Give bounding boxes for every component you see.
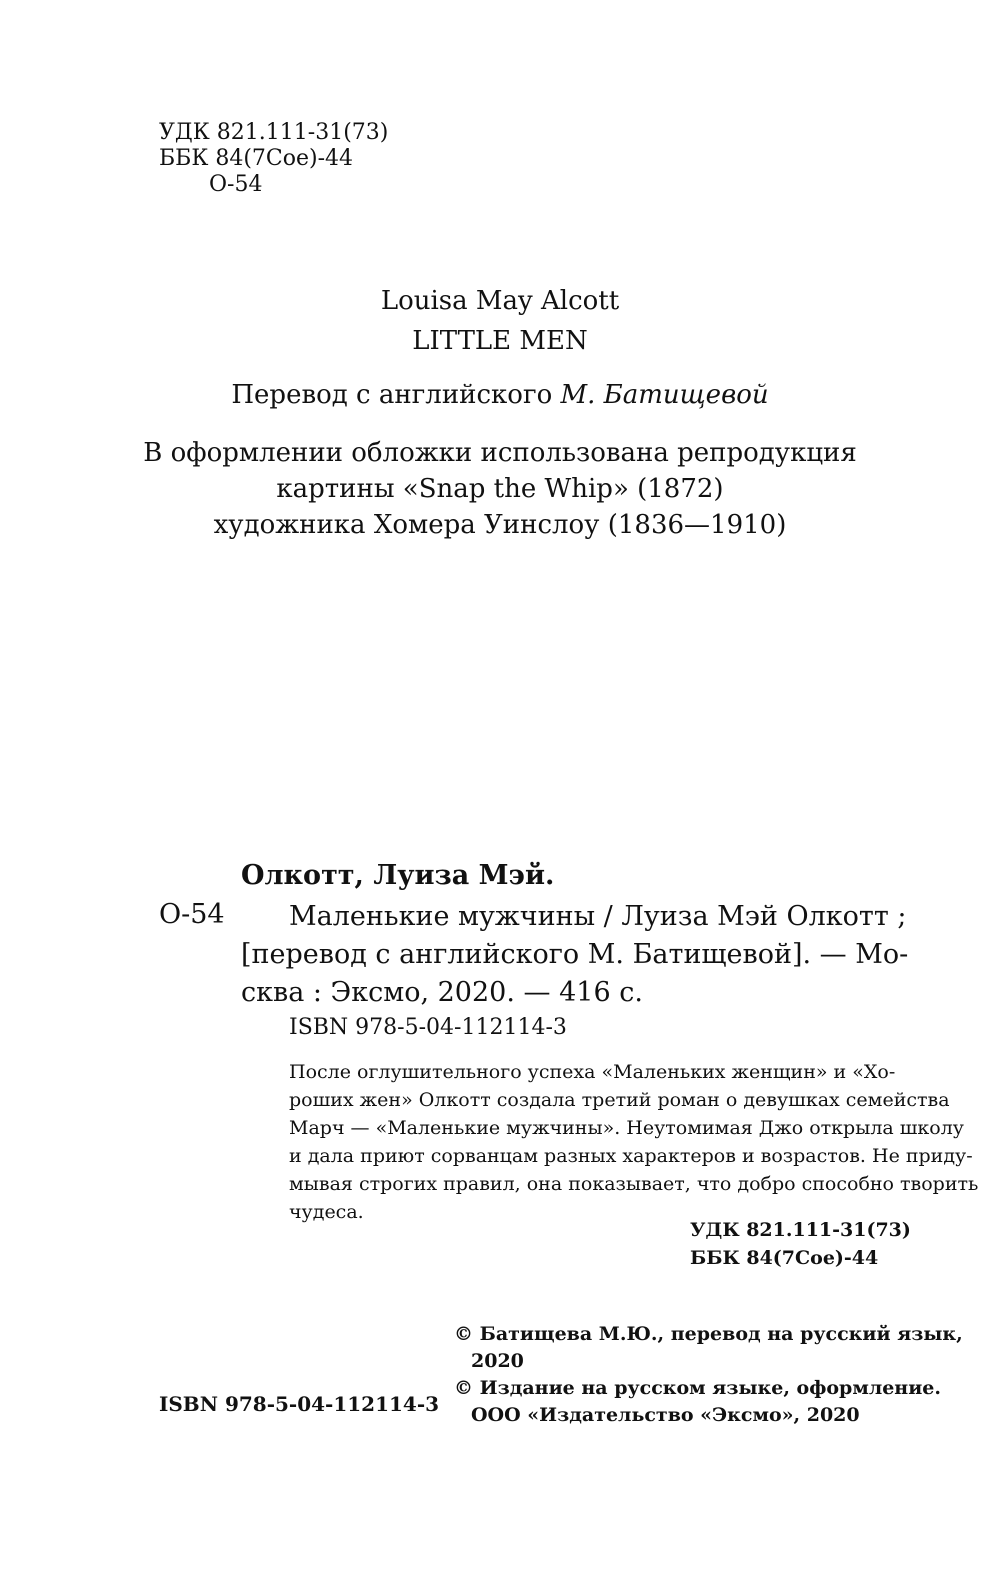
udk-code-bottom: УДК 821.111-31(73): [690, 1219, 911, 1241]
isbn-bottom: ISBN 978-5-04-112114-3: [159, 1392, 440, 1416]
translator-prefix: Перевод с английского: [231, 380, 561, 410]
bib-record-body: [241, 898, 909, 1012]
bib-author-mark: О-54: [159, 899, 225, 930]
annotation-line: роших жен» Олкотт создала третий роман о девушках семейства: [289, 1089, 950, 1111]
copyright-line-1: © Батищева М.Ю., перевод на русский язык,: [454, 1323, 963, 1345]
translator-name: М. Батищевой: [560, 380, 769, 410]
bib-record-heading: Олкотт, Луиза Мэй.: [241, 860, 555, 891]
copyright-block: [454, 1321, 963, 1429]
bottom-codes: [690, 1216, 911, 1272]
annotation-line: Марч — «Маленькие мужчины». Неутомимая Джо открыла школу: [289, 1117, 964, 1139]
copyright-line-2: 2020: [471, 1350, 524, 1372]
annotation-line: После оглушительного успеха «Маленьких женщин» и «Хо-: [289, 1061, 896, 1083]
copyright-line-4: ООО «Издательство «Эксмо», 2020: [471, 1404, 860, 1426]
bbk-code-top: ББК 84(7Сое)-44: [159, 146, 354, 171]
bib-record-line: Маленькие мужчины / Луиза Мэй Олкотт ;: [289, 901, 907, 932]
bib-record-line: сква : Эксмо, 2020. — 416 с.: [241, 977, 643, 1008]
annotation: [289, 1058, 979, 1226]
translator-line: [0, 380, 1000, 410]
original-title: LITTLE MEN: [412, 326, 588, 356]
original-author: Louisa May Alcott: [380, 286, 620, 316]
bib-isbn: ISBN 978-5-04-112114-3: [289, 1015, 567, 1040]
udk-code-top: УДК 821.111-31(73): [159, 120, 389, 145]
cover-note-line-3: художника Хомера Уинслоу (1836—1910): [213, 510, 787, 540]
annotation-line: чудеса.: [289, 1201, 364, 1223]
annotation-line: и дала приют сорванцам разных характеров и возрастов. Не приду-: [289, 1145, 973, 1167]
cover-note-line-1: В оформлении обложки использована репродукция: [143, 438, 857, 468]
copyright-line-3: © Издание на русском языке, оформление.: [454, 1377, 942, 1399]
cover-note-line-2: картины «Snap the Whip» (1872): [276, 474, 724, 504]
bbk-code-bottom: ББК 84(7Сое)-44: [690, 1247, 879, 1269]
bib-record-line: [перевод с английского М. Батищевой]. — Мо-: [241, 939, 909, 970]
annotation-line: мывая строгих правил, она показывает, что добро способно творить: [289, 1173, 979, 1195]
author-mark-top: О-54: [209, 172, 263, 197]
